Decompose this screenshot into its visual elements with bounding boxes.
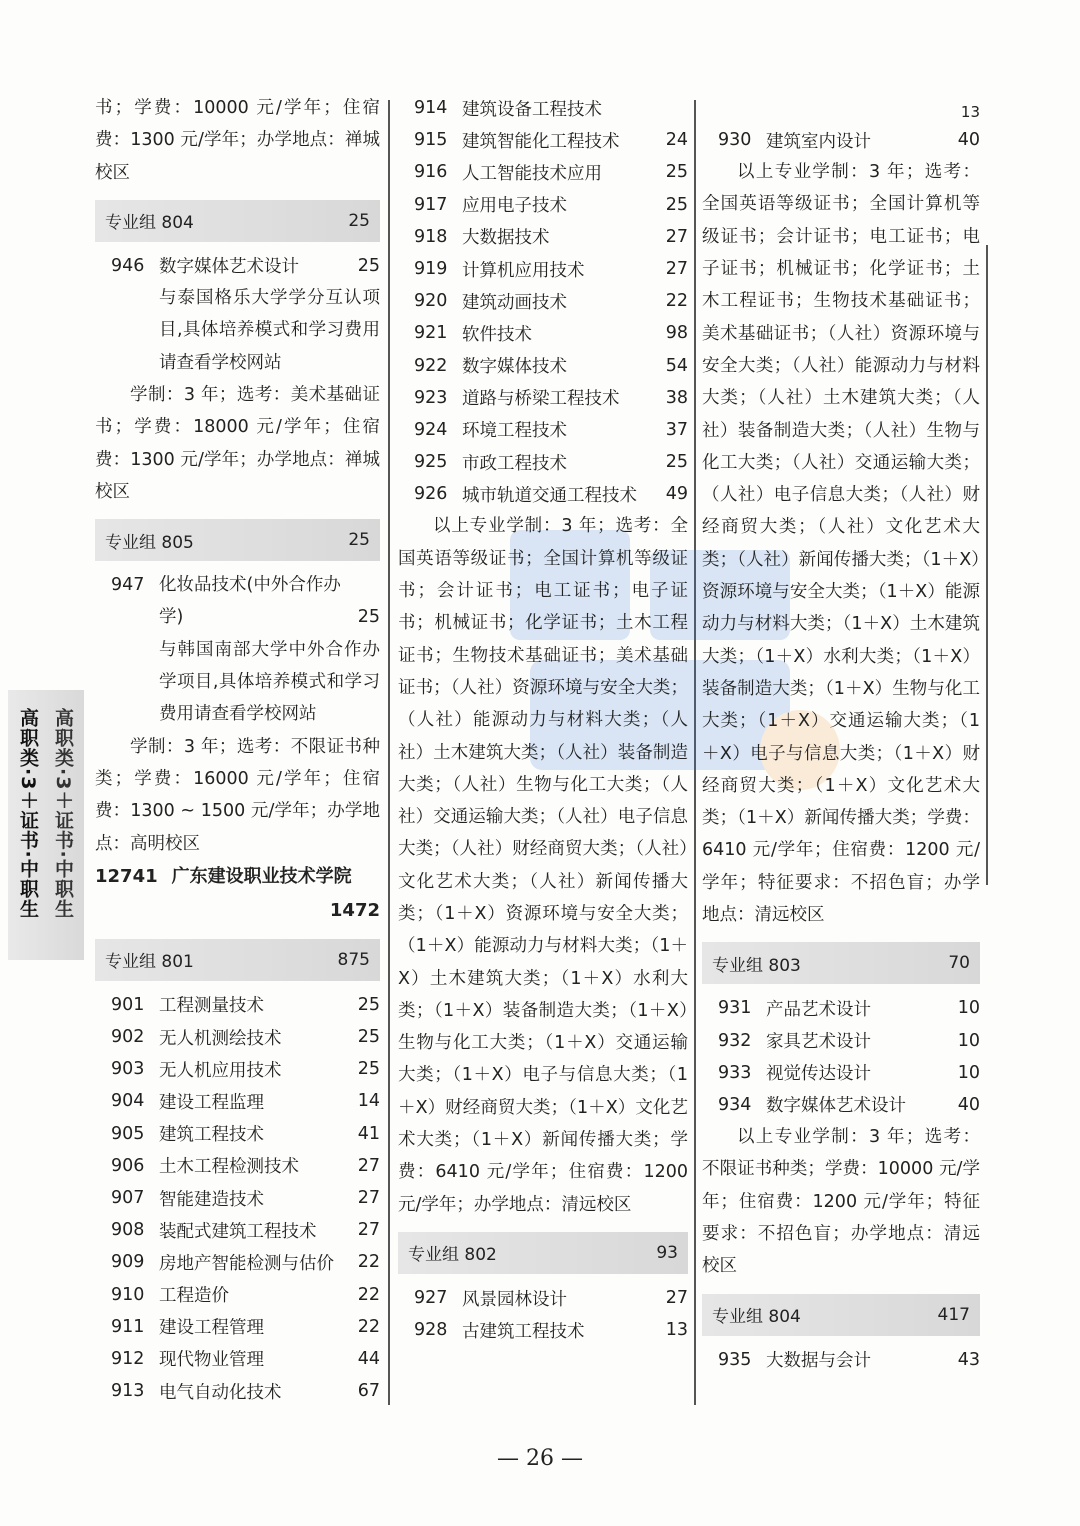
major-row [95,1150,380,1182]
column-divider [694,100,696,1405]
major-row [95,1053,380,1085]
major-row [95,1311,380,1343]
program-info: 以上专业学制：3 年；选考：全国英语等级证书；全国计算机等级证书；会计证书；电工证书；电子证书；机械证书；化学证书；土木工程证书；生物技术基础证书；美术基础证书；（人社）资源环境与安全大类；（人社）能源动力与材料大类；（人社）土木建筑大类；（人社）装备制造大类；（人社）生物与化工大类；（人社）交通运输大类；（人社）电子信息大类；（人社）财经商贸大类；（人社）文化艺术大类；（人社）新闻传播大类；（1＋X）资源环境与安全大类；（1＋X）能源动力与材料大类；（1＋X）土木建筑大类；（1＋X）水利大类；（1＋X）装备制造大类；（1＋X）生物与化工大类；（1＋X）交通运输大类；（1＋X）电子与信息大类；（1＋X）财经商贸大类；（1＋X）文化艺术大类；（1＋X）新闻传播大类；学费：6410 元/学年；住宿费：1200 元/学年；办学地点：清远校区 [398,516,688,1215]
major-code: 904 [111,1091,145,1112]
major-name: 电气自动化技术 [159,1382,282,1403]
major-row [398,92,688,124]
major-count: 67 [357,1381,380,1402]
major-name: 无人机应用技术 [159,1060,282,1081]
major-count: 44 [357,1348,380,1369]
major-row [398,221,688,253]
major-count: 22 [357,1284,380,1305]
side-tab-label-outline: 高职类·3＋证书·中职生 [52,708,74,919]
major-row [702,124,980,156]
major-row [702,992,980,1024]
major-code: 903 [111,1059,145,1080]
program-info: 学制：3 年；选考：不限证书种类；学费：16000 元/学年；住宿费：1300 ~ 1500 元/学年；办学地点：高明校区 [95,736,380,854]
group-count: 875 [337,949,370,970]
major-count: 27 [665,226,688,247]
group-label: 专业组 804 [105,213,194,234]
major-name: 建筑设备工程技术 [462,99,602,120]
major-count: 14 [357,1091,380,1112]
section-side-tab [8,690,84,960]
major-count: 98 [665,323,688,344]
major-name: 土木工程检测技术 [159,1157,299,1178]
major-code: 901 [111,994,145,1015]
major-code: 912 [111,1348,145,1369]
major-row [398,446,688,478]
major-count: 49 [665,484,688,505]
major-note: 与泰国格乐大学学分互认项目,具体培养模式和学习费用请查看学校网站 [159,288,380,373]
major-row [702,1025,980,1057]
major-count: 25 [357,1027,380,1048]
major-code: 925 [414,452,448,473]
major-row [95,1021,380,1053]
major-code: 910 [111,1284,145,1305]
major-name: 建筑智能化工程技术 [462,131,620,152]
major-name: 智能建造技术 [159,1189,264,1210]
major-count: 41 [357,1123,380,1144]
major-count: 25 [665,194,688,215]
major-code: 915 [414,130,448,151]
column-2 [398,92,688,1346]
major-code: 931 [718,998,752,1019]
group-header [398,1232,688,1274]
major-count: 24 [665,130,688,151]
major-row [398,285,688,317]
major-name: 化妆品技术(中外合作办学) [159,575,341,628]
major-count: 22 [357,1316,380,1337]
major-count: 10 [957,998,980,1019]
program-info: 以上专业学制：3 年；选考：不限证书种类；学费：10000 元/学年；住宿费：1200 元/学年；特征要求：不招色盲；办学地点：清远校区 [702,1127,980,1277]
major-name: 建设工程管理 [159,1318,264,1339]
college-name: 广东建设职业技术学院 [171,865,352,887]
major-name: 无人机测绘技术 [159,1028,282,1049]
major-code: 916 [414,162,448,183]
major-code: 908 [111,1220,145,1241]
major-count: 27 [665,259,688,280]
major-code: 932 [718,1030,752,1051]
group-header [702,942,980,984]
major-list [95,989,380,1407]
major-count: 27 [357,1188,380,1209]
major-count: 37 [665,419,688,440]
major-name: 建筑室内设计 [766,131,871,152]
major-name: 市政工程技术 [462,453,567,474]
major-code: 924 [414,419,448,440]
group-count: 70 [948,953,970,974]
major-name: 数字媒体艺术设计 [766,1096,906,1117]
major-row [95,250,380,282]
program-info: 学制：3 年；选考：美术基础证书；学费：18000 元/学年；住宿费：1300 元/学年；办学地点：禅城校区 [95,384,380,502]
major-code: 923 [414,387,448,408]
major-count: 27 [357,1220,380,1241]
major-code: 909 [111,1252,145,1273]
major-code: 913 [111,1381,145,1402]
major-row [398,189,688,221]
major-row [702,1057,980,1089]
major-count: 43 [957,1349,980,1370]
side-tab-label: 高职类·3＋证书·中职生 [17,708,39,919]
major-name: 工程测量技术 [159,996,264,1017]
major-list [398,92,688,510]
major-name: 道路与桥梁工程技术 [462,389,620,410]
major-count: 22 [357,1252,380,1273]
major-row [702,1089,980,1121]
major-row [398,317,688,349]
major-row [95,1343,380,1375]
major-count: 27 [665,1288,688,1309]
major-row [95,1279,380,1311]
group-label: 专业组 804 [712,1307,801,1328]
major-row [95,1375,380,1407]
major-count: 25 [357,1059,380,1080]
major-row [398,124,688,156]
major-count: 25 [357,607,380,628]
group-count: 25 [348,210,370,231]
major-name: 现代物业管理 [159,1350,264,1371]
major-count: 54 [665,355,688,376]
major-note: 与韩国南部大学中外合作办学项目,具体培养模式和学习费用请查看学校网站 [159,639,380,725]
major-name: 产品艺术设计 [766,999,871,1020]
major-row [95,1085,380,1117]
major-code: 947 [111,575,145,596]
major-name: 视觉传达设计 [766,1064,871,1085]
major-code: 935 [718,1349,752,1370]
major-row [95,1214,380,1246]
program-info: 以上专业学制：3 年；选考：全国英语等级证书；全国计算机等级证书；会计证书；电工证书；电子证书；机械证书；化学证书；土木工程证书；生物技术基础证书；美术基础证书；（人社）资源环境与安全大类；（人社）能源动力与材料大类；（人社）土木建筑大类；（人社）装备制造大类；（人社）生物与化工大类；（人社）交通运输大类；（人社）电子信息大类；（人社）财经商贸大类；（人社）文化艺术大类；（人社）新闻传播大类；（1＋X）资源环境与安全大类；（1＋X）能源动力与材料大类；（1＋X）土木建筑大类；（1＋X）水利大类；（1＋X）装备制造大类；（1＋X）生物与化工大类；（1＋X）交通运输大类；（1＋X）电子与信息大类；（1＋X）财经商贸大类；（1＋X）文化艺术大类；（1＋X）新闻传播大类；学费：6410 元/学年；住宿费：1200 元/学年；特征要求：不招色盲；办学地点：清远校区 [702,162,980,926]
group-label: 专业组 801 [105,952,194,973]
major-row [398,1282,688,1314]
major-count: 10 [957,1062,980,1083]
major-name: 古建筑工程技术 [462,1321,585,1342]
major-name: 数字媒体艺术设计 [159,257,299,278]
major-row [398,156,688,188]
major-row [398,1314,688,1346]
column-3 [702,92,980,1376]
major-row [398,414,688,446]
major-code: 906 [111,1155,145,1176]
major-code: 927 [414,1288,448,1309]
major-name: 建筑工程技术 [159,1125,264,1146]
major-name: 城市轨道交通工程技术 [462,485,637,506]
major-row [702,1344,980,1376]
major-name: 房地产智能检测与估价 [159,1253,334,1274]
major-count: 25 [665,452,688,473]
group-count: 25 [348,530,370,551]
major-code: 918 [414,226,448,247]
group-label: 专业组 803 [712,955,801,976]
major-row [95,1118,380,1150]
major-list [702,992,980,1121]
major-code: 902 [111,1027,145,1048]
major-code: 911 [111,1316,145,1337]
major-row [398,478,688,510]
major-row [398,382,688,414]
major-row [398,350,688,382]
major-code: 920 [414,291,448,312]
major-count: 40 [957,130,980,151]
page-number: — 26 — [497,1446,583,1471]
major-name: 应用电子技术 [462,196,567,217]
group-label: 专业组 802 [408,1245,497,1266]
group-header [702,1294,980,1336]
program-info: 书；学费：10000 元/学年；住宿费：1300 元/学年；办学地点：禅城校区 [95,98,380,183]
major-count: 38 [665,387,688,408]
major-code: 914 [414,98,448,119]
major-name: 建筑动画技术 [462,292,567,313]
major-name: 大数据技术 [462,228,550,249]
major-name: 软件技术 [462,324,532,345]
group-header [95,939,380,981]
major-count: 10 [957,1030,980,1051]
column-divider [986,245,988,885]
major-row [95,1182,380,1214]
major-code: 922 [414,355,448,376]
major-count: 27 [357,1155,380,1176]
major-row [95,569,380,634]
major-list [398,1282,688,1346]
major-code: 934 [718,1094,752,1115]
group-header [95,519,380,561]
major-count: 25 [357,994,380,1015]
college-header [95,860,380,894]
major-code: 928 [414,1320,448,1341]
major-row [398,253,688,285]
major-count: 25 [357,255,380,276]
major-name: 工程造价 [159,1286,229,1307]
major-code: 933 [718,1062,752,1083]
major-name: 计算机应用技术 [462,260,585,281]
major-code: 917 [414,194,448,215]
major-code: 919 [414,259,448,280]
major-count: 40 [957,1094,980,1115]
column-divider [388,100,390,1405]
major-code: 921 [414,323,448,344]
major-code: 905 [111,1123,145,1144]
group-count: 417 [937,1304,970,1325]
college-total: 1472 [329,899,380,921]
major-code: 946 [111,255,145,276]
column-1 [95,92,380,1407]
major-name: 装配式建筑工程技术 [159,1221,317,1242]
major-code: 907 [111,1188,145,1209]
major-code: 926 [414,484,448,505]
college-code: 12741 [95,865,158,887]
major-name: 建设工程监理 [159,1092,264,1113]
major-count: 13 [665,1320,688,1341]
group-label: 专业组 805 [105,532,194,553]
major-name: 数字媒体技术 [462,357,567,378]
major-count: 13 [960,103,980,121]
major-row [95,1246,380,1278]
major-row [95,989,380,1021]
group-header [95,200,380,242]
major-count: 22 [665,291,688,312]
major-name: 人工智能技术应用 [462,163,602,184]
group-count: 93 [656,1242,678,1263]
major-name: 环境工程技术 [462,421,567,442]
major-name: 家具艺术设计 [766,1032,871,1053]
major-name: 大数据与会计 [766,1351,871,1372]
major-name: 风景园林设计 [462,1289,567,1310]
major-count: 25 [665,162,688,183]
major-code: 930 [718,130,752,151]
